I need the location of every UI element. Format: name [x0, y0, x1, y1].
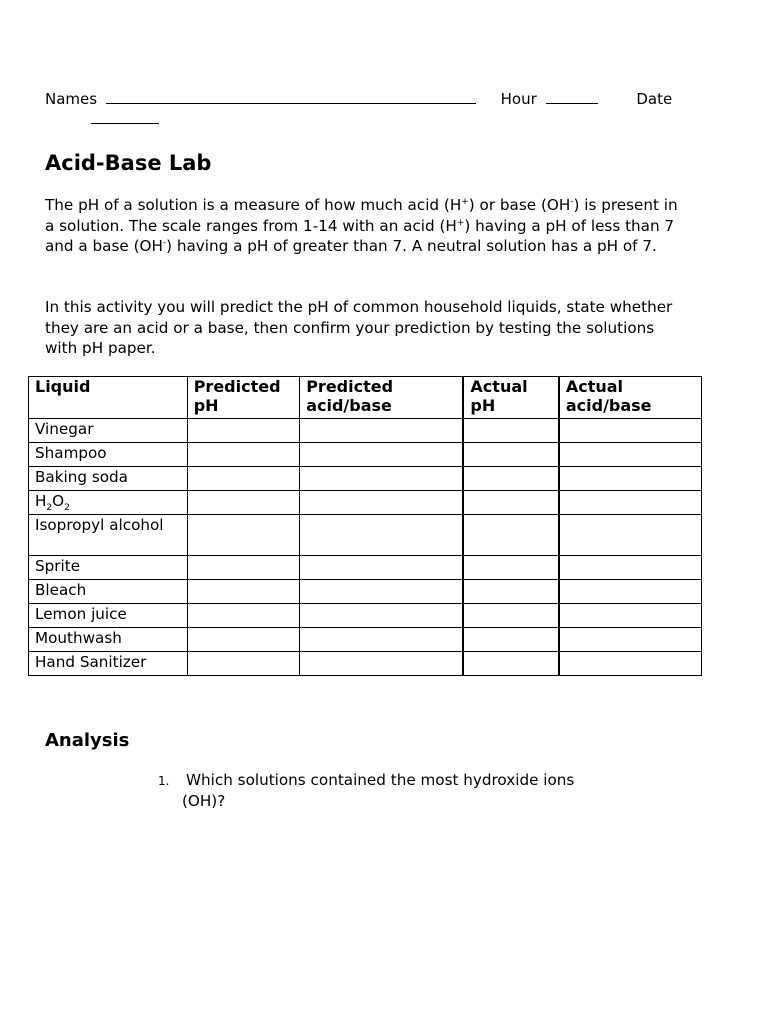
analysis-question-1: [158, 770, 658, 811]
predicted-acid-base-cell[interactable]: [300, 652, 464, 676]
table-row: [29, 652, 702, 676]
predicted-ph-cell[interactable]: [187, 491, 300, 515]
table-row: [29, 628, 702, 652]
predicted-ph-cell[interactable]: [187, 443, 300, 467]
table-header-row: [29, 377, 702, 419]
table-row: [29, 604, 702, 628]
liquid-cell: Mouthwash: [29, 628, 188, 652]
header-actual-acid-base: Actual acid/base: [559, 377, 702, 419]
actual-acid-base-cell[interactable]: [559, 628, 702, 652]
predicted-acid-base-cell[interactable]: [300, 580, 464, 604]
header-liquid: Liquid: [29, 377, 188, 419]
student-info-header: [45, 90, 685, 128]
question-number: 1.: [158, 774, 170, 788]
predicted-acid-base-cell[interactable]: [300, 443, 464, 467]
predicted-acid-base-cell[interactable]: [300, 467, 464, 491]
liquid-cell: Sprite: [29, 556, 188, 580]
predicted-ph-cell[interactable]: [187, 628, 300, 652]
actual-acid-base-cell[interactable]: [559, 443, 702, 467]
actual-ph-cell[interactable]: [463, 419, 558, 443]
liquid-cell: Isopropyl alcohol: [29, 515, 188, 556]
actual-acid-base-cell[interactable]: [559, 652, 702, 676]
actual-ph-cell[interactable]: [463, 556, 558, 580]
hour-label: Hour: [500, 90, 537, 108]
actual-ph-cell[interactable]: [463, 604, 558, 628]
predicted-acid-base-cell[interactable]: [300, 628, 464, 652]
table-row: [29, 443, 702, 467]
actual-ph-cell[interactable]: [463, 491, 558, 515]
predicted-ph-cell[interactable]: [187, 515, 300, 556]
predicted-ph-cell[interactable]: [187, 556, 300, 580]
question-text-line2: (OH)?: [182, 792, 226, 810]
predicted-acid-base-cell[interactable]: [300, 556, 464, 580]
names-hour-row: [45, 90, 685, 108]
question-text-line1: Which solutions contained the most hydroxide ions: [186, 771, 575, 789]
header-predicted-ph: Predicted pH: [187, 377, 300, 419]
predicted-acid-base-cell[interactable]: [300, 491, 464, 515]
table-row: [29, 491, 702, 515]
liquid-cell: Lemon juice: [29, 604, 188, 628]
actual-ph-cell[interactable]: [463, 652, 558, 676]
header-actual-ph: Actual pH: [463, 377, 558, 419]
actual-acid-base-cell[interactable]: [559, 556, 702, 580]
predicted-acid-base-cell[interactable]: [300, 419, 464, 443]
actual-acid-base-cell[interactable]: [559, 515, 702, 556]
predicted-ph-cell[interactable]: [187, 419, 300, 443]
actual-ph-cell[interactable]: [463, 443, 558, 467]
header-predicted-acid-base: Predicted acid/base: [300, 377, 464, 419]
hour-blank-line[interactable]: [546, 90, 598, 104]
liquid-cell: $H_2O_2$: [29, 491, 188, 515]
names-blank-line[interactable]: [106, 90, 476, 104]
actual-acid-base-cell[interactable]: [559, 467, 702, 491]
predicted-acid-base-cell[interactable]: [300, 604, 464, 628]
page-title: Acid-Base Lab: [45, 151, 212, 175]
predicted-acid-base-cell[interactable]: [300, 515, 464, 556]
table-row: [29, 419, 702, 443]
table-row: [29, 556, 702, 580]
liquid-cell: Baking soda: [29, 467, 188, 491]
liquid-cell: Shampoo: [29, 443, 188, 467]
actual-ph-cell[interactable]: [463, 628, 558, 652]
date-label: Date: [636, 90, 673, 108]
date-row: [91, 110, 685, 128]
actual-acid-base-cell[interactable]: [559, 604, 702, 628]
date-blank-line[interactable]: [91, 110, 159, 124]
table-row: [29, 580, 702, 604]
liquid-cell: Hand Sanitizer: [29, 652, 188, 676]
intro-paragraph-1: The pH of a solution is a measure of how much acid (H+) or base (OH-) is present in a solution. The scale ranges from 1-14 with an acid (H+) having a pH of less than 7 and a base (OH-) having a pH of greater than 7. A neutral solution has a pH of 7.: [45, 196, 678, 256]
predicted-ph-cell[interactable]: [187, 580, 300, 604]
names-label: Names: [45, 90, 98, 108]
table-row: [29, 467, 702, 491]
intro-paragraph-2: In this activity you will predict the pH of common household liquids, state whether they are an acid or a base, then confirm your prediction by testing the solutions with pH paper.: [45, 298, 673, 358]
predicted-ph-cell[interactable]: [187, 467, 300, 491]
liquid-cell: Bleach: [29, 580, 188, 604]
actual-acid-base-cell[interactable]: [559, 419, 702, 443]
actual-ph-cell[interactable]: [463, 467, 558, 491]
analysis-heading: Analysis: [45, 730, 130, 751]
liquid-cell: Vinegar: [29, 419, 188, 443]
actual-ph-cell[interactable]: [463, 515, 558, 556]
actual-acid-base-cell[interactable]: [559, 491, 702, 515]
lab-data-table: [28, 376, 702, 676]
predicted-ph-cell[interactable]: [187, 604, 300, 628]
actual-ph-cell[interactable]: [463, 580, 558, 604]
actual-acid-base-cell[interactable]: [559, 580, 702, 604]
predicted-ph-cell[interactable]: [187, 652, 300, 676]
table-row: [29, 515, 702, 556]
